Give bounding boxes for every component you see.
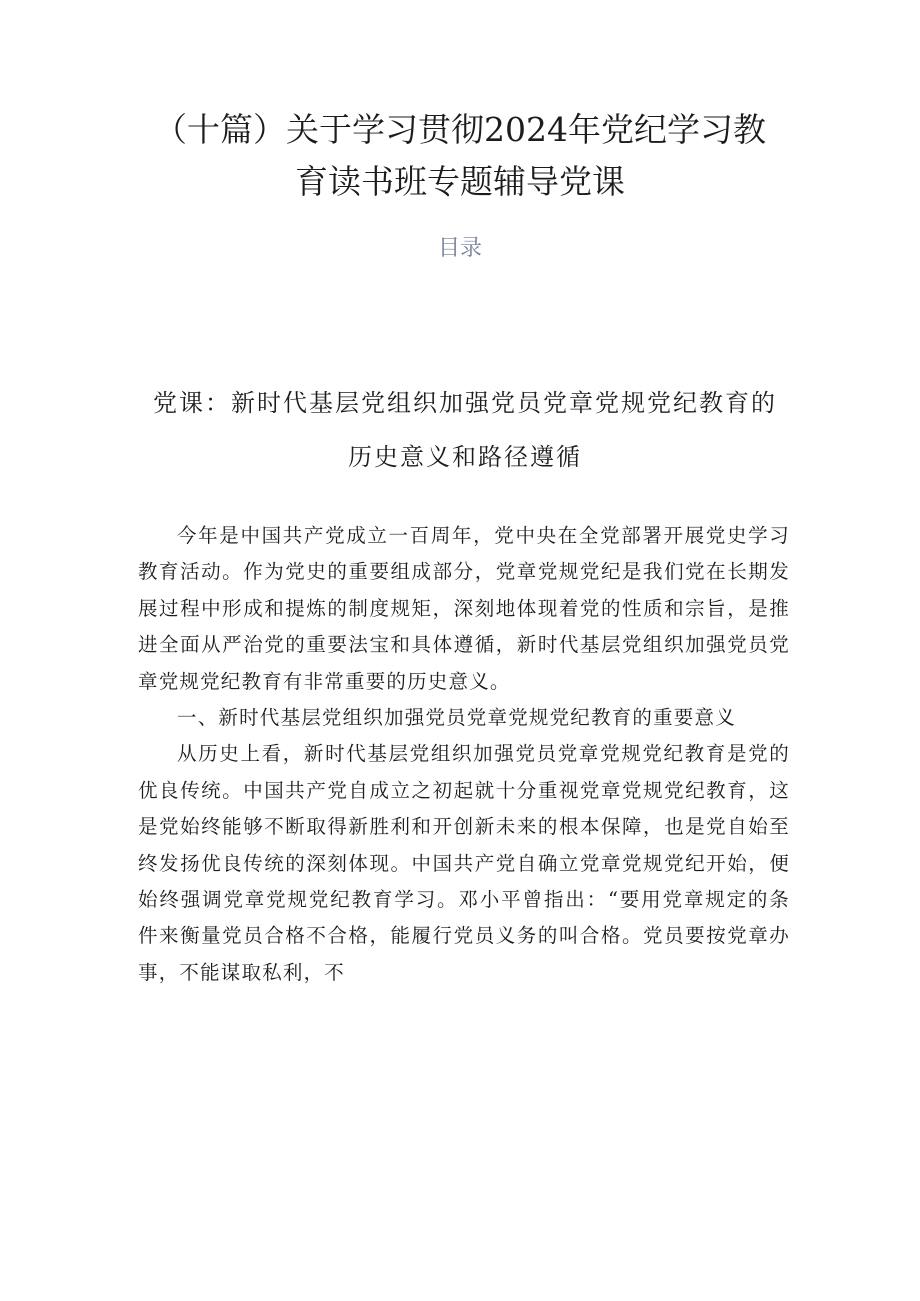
- section-title: 党课：新时代基层党组织加强党员党章党规党纪教育的历史意义和路径遵循: [153, 389, 777, 471]
- body-text: [138, 518, 790, 991]
- section-heading: 一、新时代基层党组织加强党员党章党规党纪教育的重要意义: [177, 706, 736, 730]
- paragraph: 从历史上看，新时代基层党组织加强党员党章党规党纪教育是党的优良传统。中国共产党自成立之初起就十分重视党章党规党纪教育，这是党始终能够不断取得新胜利和开创新未来的根本保障，也是党自始至终发扬优良传统的深刻体现。中国共产党自确立党章党规党纪开始，便始终强调党章党规党纪教育学习。邓小平曾指出：“要用党章规定的条件来衡量党员合格不合格，能履行党员义务的叫合格。党员要按党章办事，不能谋取私利，不: [138, 742, 790, 984]
- toc-label: 目录: [437, 236, 482, 261]
- paragraph: 今年是中国共产党成立一百周年，党中央在全党部署开展党史学习教育活动。作为党史的重要组成部分，党章党规党纪是我们党在长期发展过程中形成和提炼的制度规矩，深刻地体现着党的性质和宗旨，是推进全面从严治党的重要法宝和具体遵循，新时代基层党组织加强党员党章党规党纪教育有非常重要的历史意义。: [138, 524, 790, 693]
- document-title: （十篇）关于学习贯彻2024年党纪学习教育读书班专题辅导党课: [154, 110, 766, 201]
